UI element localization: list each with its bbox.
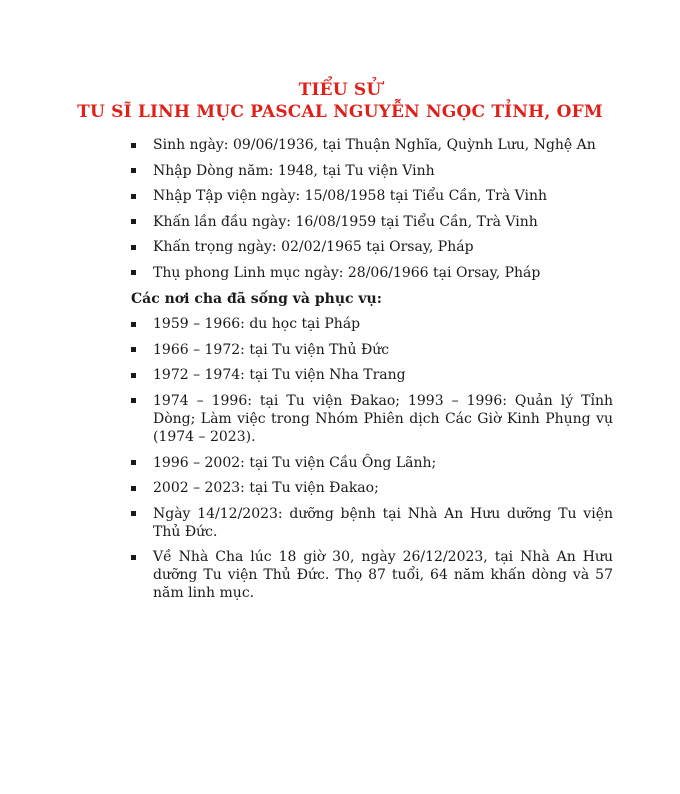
service-item-text: 2002 – 2023: tại Tu viện Đakao;	[153, 480, 379, 497]
bio-item-text: Nhập Tập viện ngày: 15/08/1958 tại Tiểu Cần, Trà Vinh	[153, 188, 548, 205]
bio-list-item	[131, 238, 613, 256]
bio-item-text: Khấn trọng ngày: 02/02/1965 tại Orsay, Pháp	[153, 239, 474, 256]
square-bullet-icon	[131, 373, 136, 378]
bio-list-item	[131, 264, 613, 282]
square-bullet-icon	[131, 398, 136, 403]
square-bullet-icon	[131, 168, 136, 173]
square-bullet-icon	[131, 511, 136, 516]
bio-list-item	[131, 187, 613, 205]
service-item-text: 1974 – 1996: tại Tu viện Đakao; 1993 – 1996: Quản lý Tỉnh Dòng; Làm việc trong Nhóm Phiên dịch Các Giờ Kinh Phụng vụ (1974 – 2023).	[153, 392, 613, 445]
service-item-text: 1972 – 1974: tại Tu viện Nha Trang	[153, 367, 406, 384]
square-bullet-icon	[131, 194, 136, 199]
bio-list-item	[131, 213, 613, 231]
service-item-text: 1996 – 2002: tại Tu viện Cầu Ông Lãnh;	[153, 454, 437, 471]
square-bullet-icon	[131, 486, 136, 491]
service-item-text: 1959 – 1966: du học tại Pháp	[153, 316, 361, 333]
square-bullet-icon	[131, 245, 136, 250]
square-bullet-icon	[131, 460, 136, 465]
bio-list-item	[131, 136, 613, 154]
square-bullet-icon	[131, 555, 136, 560]
bio-item-text: Sinh ngày: 09/06/1936, tại Thuận Nghĩa, Quỳnh Lưu, Nghệ An	[153, 137, 596, 153]
service-list-item	[131, 341, 613, 359]
bio-list-item	[131, 162, 613, 180]
bio-item-text: Nhập Dòng năm: 1948, tại Tu viện Vinh	[153, 162, 435, 179]
square-bullet-icon	[131, 322, 136, 327]
document-title	[0, 80, 680, 122]
service-list-item	[131, 315, 613, 333]
square-bullet-icon	[131, 219, 136, 224]
service-section-heading: Các nơi cha đã sống và phục vụ:	[131, 290, 382, 307]
service-list	[131, 315, 613, 602]
service-list-item	[131, 548, 613, 602]
bio-item-text: Khấn lần đầu ngày: 16/08/1959 tại Tiểu Cần, Trà Vinh	[153, 213, 538, 230]
service-list-item	[131, 366, 613, 384]
service-item-text: Về Nhà Cha lúc 18 giờ 30, ngày 26/12/2023, tại Nhà An Hưu dưỡng Tu viện Thủ Đức. Thọ 87 tuổi, 64 năm khấn dòng và 57 năm linh mục.	[153, 549, 613, 602]
title-subheading: TU SĨ LINH MỤC PASCAL NGUYỄN NGỌC TỈNH, OFM	[77, 102, 603, 122]
square-bullet-icon	[131, 270, 136, 275]
service-item-text: 1966 – 1972: tại Tu viện Thủ Đức	[153, 341, 390, 358]
document-body	[131, 136, 613, 610]
service-list-item	[131, 479, 613, 497]
square-bullet-icon	[131, 143, 136, 148]
service-list-item	[131, 392, 613, 446]
bio-list	[131, 136, 613, 282]
bio-item-text: Thụ phong Linh mục ngày: 28/06/1966 tại Orsay, Pháp	[153, 264, 541, 281]
square-bullet-icon	[131, 347, 136, 352]
service-list-item	[131, 505, 613, 541]
title-heading: TIỂU SỬ	[298, 80, 382, 100]
service-list-item	[131, 454, 613, 472]
service-item-text: Ngày 14/12/2023: dưỡng bệnh tại Nhà An Hưu dưỡng Tu viện Thủ Đức.	[153, 505, 613, 540]
